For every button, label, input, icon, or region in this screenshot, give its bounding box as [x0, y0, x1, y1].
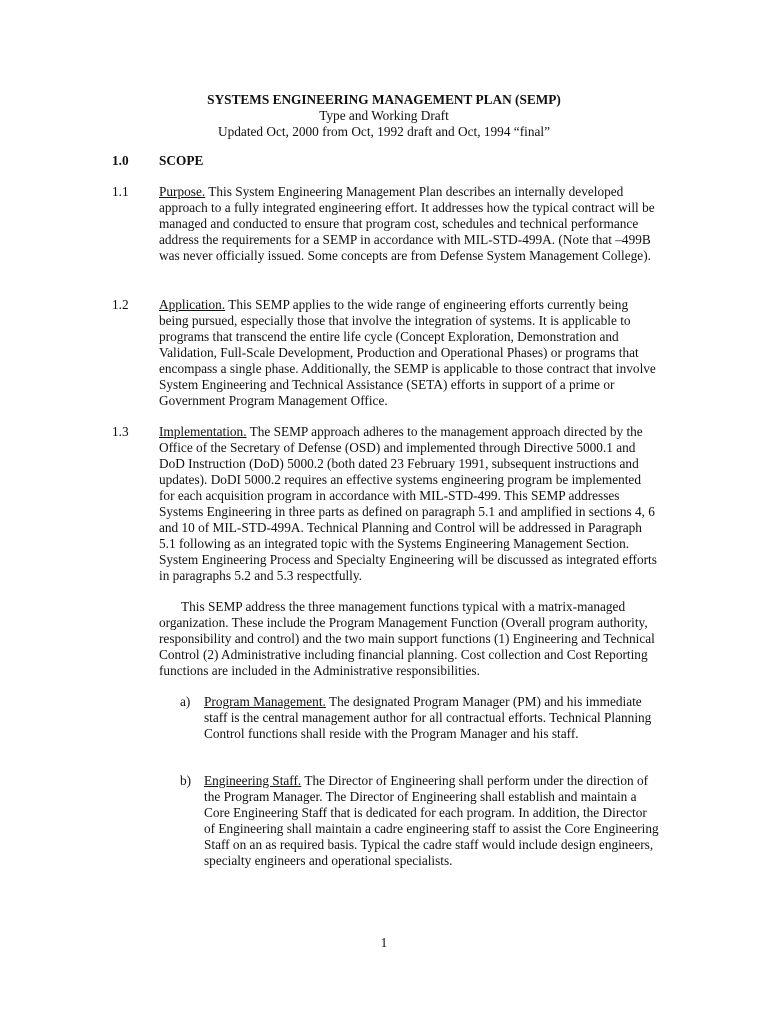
management-functions-paragraph: This SEMP address the three management functions typical with a matrix-managed organization. These include the Program Management Function (Overall program authority, responsibility and control) and the two main support functions (1) Engineering and Technical Control (2) Administrative including financial planning. Cost collection and Cost Reporting functions are included in the Administrative responsibilities. [159, 599, 655, 678]
list-item-text: The designated Program Manager (PM) and his immediate staff is the central management author for all contractual efforts. Technical Planning Control functions shall reside with the Program Manager and his staff. [204, 694, 652, 741]
paragraph-text: This System Engineering Management Plan describes an internally developed approach to a fully integrated engineering effort. It addresses how the typical contract will be managed and conducted to ensure that program cost, schedules and technical performance address the requirements for a SEMP in accordance with MIL-STD-499A. (Note that –499B was never officially issued. Some concepts are from Defense System Management College). [159, 184, 655, 263]
paragraph-body [159, 297, 657, 409]
list-item-body [204, 694, 660, 742]
paragraph-text: The SEMP approach adheres to the management approach directed by the Office of the Secretary of Defense (OSD) and implemented through Directive 5000.1 and DoD Instruction (DoD) 5000.2 (both dated 23 February 1991, subsequent instructions and updates). DoDI 5000.2 requires an effective systems engineering program be implemented for each acquisition program in accordance with MIL-STD-499. This SEMP addresses Systems Engineering in three parts as defined on paragraph 5.1 and amplified in sections 4, 6 and 10 of MIL-STD-499A. Technical Planning and Control will be addressed in Paragraph 5.1 following as an integrated topic with the Systems Engineering Management Section. System Engineering Process and Specialty Engineering will be discussed as integrated efforts in paragraphs 5.2 and 5.3 respectfully. [159, 424, 657, 583]
paragraph-heading: Purpose. [159, 184, 206, 199]
document-subtitle: Type and Working Draft [319, 108, 449, 123]
section-title: SCOPE [159, 153, 204, 168]
list-item-body [204, 773, 660, 869]
list-item-heading: Engineering Staff. [204, 773, 302, 788]
paragraph-body [159, 184, 657, 264]
list-item-heading: Program Management. [204, 694, 326, 709]
document-title: SYSTEMS ENGINEERING MANAGEMENT PLAN (SEMP) [207, 92, 561, 107]
list-item-engineering-staff [180, 773, 660, 869]
paragraph-text: This SEMP applies to the wide range of engineering efforts currently being being pursued, especially those that involve the integration of systems. It is applicable to programs that transcend the entire life cycle (Concept Exploration, Demonstration and Validation, Full-Scale Development, Production and Operational Phases) or programs that encompass a single phase. Additionally, the SEMP is applicable to those contract that involve System Engineering and Technical Assistance (SETA) efforts in support of a prime or Government Program Management Office. [159, 297, 656, 408]
paragraph-body [159, 424, 657, 584]
paragraph-heading: Application. [159, 297, 226, 312]
document-header [0, 92, 768, 140]
list-item-program-management [180, 694, 660, 742]
paragraph-purpose [112, 184, 657, 264]
paragraph-application [112, 297, 657, 409]
paragraph-number: 1.1 [112, 184, 129, 199]
section-number: 1.0 [112, 153, 129, 168]
list-item-text: The Director of Engineering shall perform under the direction of the Program Manager. The Director of Engineering shall establish and maintain a Core Engineering Staff that is dedicated for each program. In addition, the Director of Engineering shall maintain a cadre engineering staff to assist the Core Engineering Staff on an as required basis. Typical the cadre staff would include design engineers, specialty engineers and operational specialists. [204, 773, 659, 868]
list-item-label: b) [180, 773, 192, 788]
paragraph-implementation [112, 424, 657, 584]
paragraph-number: 1.2 [112, 297, 129, 312]
section-heading [112, 153, 203, 169]
paragraph-heading: Implementation. [159, 424, 247, 439]
page-number: 1 [380, 935, 388, 950]
list-item-label: a) [180, 694, 191, 709]
paragraph-number: 1.3 [112, 424, 129, 439]
document-updated-line: Updated Oct, 2000 from Oct, 1992 draft and Oct, 1994 “final” [218, 124, 550, 139]
